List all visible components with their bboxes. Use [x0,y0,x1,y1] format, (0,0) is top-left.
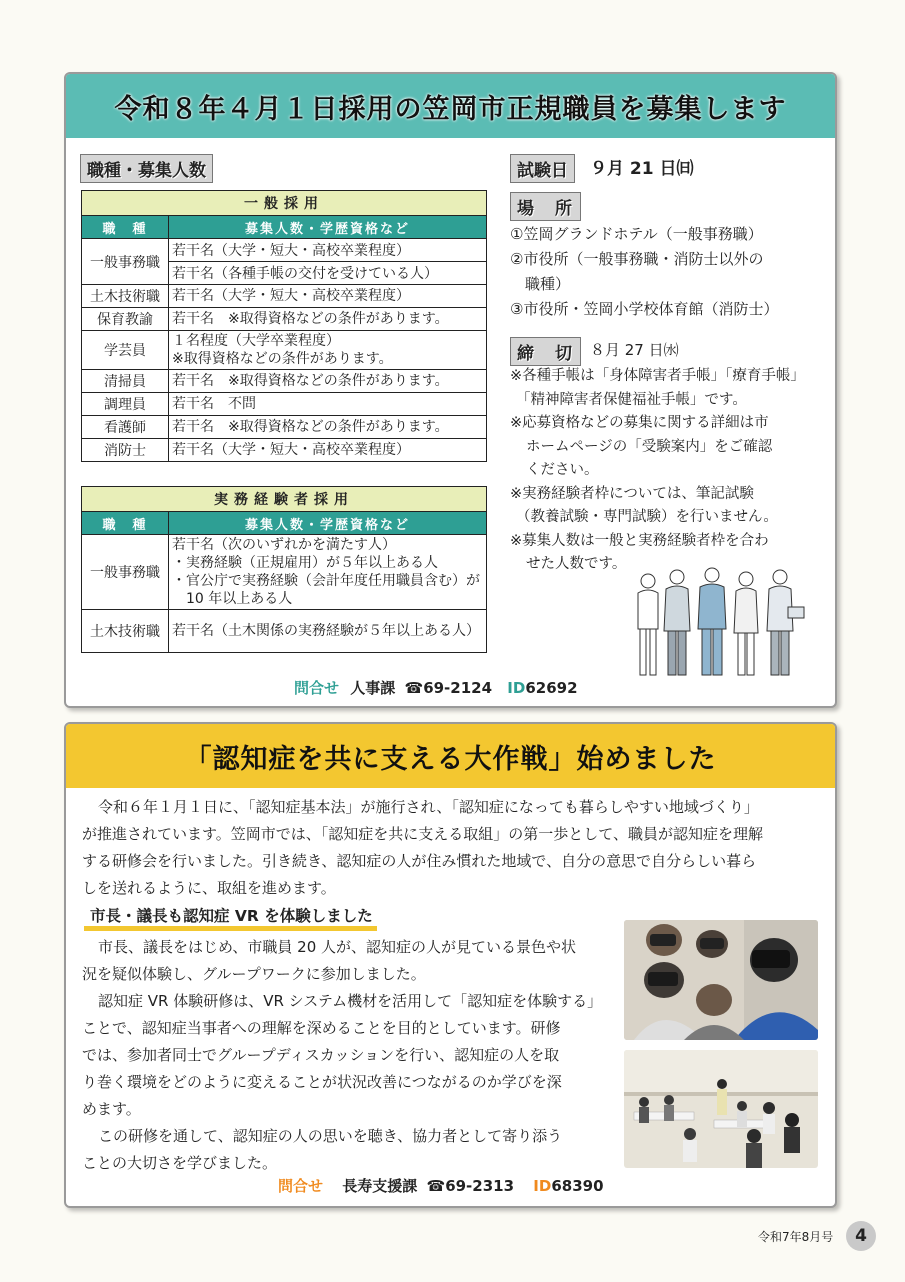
dementia-body [82,934,616,1177]
job-detail: 若干名（大学・短大・高校卒業程度） [172,288,410,304]
job-detail: ・官公庁で実務経験（会計年度任用職員含む）が [172,573,480,589]
place-item: ②市役所（一般事務職・消防士以外の [510,250,764,268]
person-figure [638,574,658,675]
contact-phone: 69-2313 [445,1177,515,1195]
table-row [82,370,487,393]
deadline-label: 締 切 [510,337,581,366]
job-name: 土木技術職 [82,610,169,653]
person-figure [698,568,726,675]
job-detail-cell [169,285,487,308]
body-line: ことの大切さを学びました。 [82,1154,278,1172]
body-line: 認知症 VR 体験研修は、VR システム機材を活用して「認知症を体験する」 [98,992,603,1010]
body-line: ことで、認知症当事者への理解を深めることを目的としています。研修 [82,1019,561,1037]
job-detail: 若干名 ※取得資格などの条件があります。 [172,311,449,327]
job-name: 一般事務職 [82,535,169,610]
body-line: この研修を通して、認知症の人の思いを聴き、協力者として寄り添う [98,1127,563,1145]
job-detail: １名程度（大学卒業程度） [172,333,340,349]
place-item: ③市役所・笠岡小学校体育館（消防士） [510,300,779,318]
dementia-panel [64,722,837,1208]
job-name: 土木技術職 [82,285,169,308]
job-detail: 若干名（各種手帳の交付を受けている人） [169,262,487,285]
table-title: 一般採用 [82,191,487,216]
body-line: り巻く環境をどのように変えることが状況改善につながるのか学びを深 [82,1073,562,1091]
issue-label: 令和7年8月号 [758,1230,834,1244]
place-list [510,222,778,322]
intro-line: しを送れるように、取組を進めます。 [82,879,336,897]
intro-line: 令和６年１月１日に、「認知症基本法」が施行され、「認知症になっても暮らしやすい地域づくり」 [98,798,759,816]
contact-phone: 69-2124 [423,679,493,697]
job-name: 消防士 [82,439,169,462]
vr-subheading: 市長・議長も認知症 VR を体験しました [84,906,377,931]
note-line: ※募集人数は一般と実務経験者枠を合わ [510,532,769,549]
job-detail-cell [169,393,487,416]
table-row [82,535,487,610]
recruit-contact [294,677,578,698]
notes [510,365,805,577]
contact-id: 68390 [551,1177,604,1195]
job-detail: 10 年以上ある人 [172,591,293,607]
job-detail: 若干名 不問 [172,396,256,412]
dementia-contact [278,1175,604,1196]
table-title: 実務経験者採用 [82,487,487,512]
table-row [82,239,487,262]
note-line: （教養試験・専門試験）を行いません。 [516,509,778,525]
job-name: 看護師 [82,416,169,439]
recruitment-title: 令和８年４月１日採用の笠岡市正規職員を募集します [66,74,835,138]
note-line: ※応募資格などの募集に関する詳細は市 [510,415,769,431]
phone-icon: ☎ [404,679,424,697]
table-row [82,393,487,416]
job-name: 学芸員 [82,331,169,370]
job-name: 一般事務職 [82,239,169,285]
job-detail: 若干名（次のいずれかを満たす人） [172,537,396,553]
body-line: めます。 [82,1100,141,1118]
recruitment-panel [64,72,837,708]
intro-line: する研修会を行いました。引き続き、認知症の人が住み慣れた地域で、自分の意思で自分らしい暮ら [82,852,757,870]
job-detail-cell [169,439,487,462]
dementia-title: 「認知症を共に支える大作戦」始めました [66,724,835,788]
job-detail-cell [169,370,487,393]
job-detail: 若干名（大学・短大・高校卒業程度） [172,442,410,458]
note-line: せた人数です。 [526,556,627,572]
body-line: では、参加者同士でグループディスカッションを行い、認知症の人を取 [82,1046,560,1064]
body-line: 況を疑似体験し、グループワークに参加しました。 [82,965,426,983]
job-detail-cell [169,535,487,610]
job-name: 調理員 [82,393,169,416]
place-item: 職種） [510,275,571,293]
person-figure [664,570,690,675]
person-figure [767,570,804,675]
experienced-recruitment-table [81,486,487,653]
section-label-jobs: 職種・募集人数 [80,154,213,183]
job-name: 清掃員 [82,370,169,393]
person-figure [734,572,758,675]
contact-dept: 人事課 [350,679,396,697]
job-detail: 若干名（土木関係の実務経験が５年以上ある人） [172,623,480,639]
column-header-detail: 募集人数・学歴資格など [169,512,487,535]
table-row [82,308,487,331]
staff-illustration [632,567,808,679]
deadline-date: ８月 27 日㈬ [590,341,679,359]
contact-label: 問合せ [278,1177,324,1195]
job-detail: 若干名（大学・短大・高校卒業程度） [169,239,487,262]
job-detail-cell [169,308,487,331]
table-row [82,610,487,653]
note-line: ください。 [526,462,599,478]
page-number: 4 [846,1221,876,1251]
job-detail: 若干名 ※取得資格などの条件があります。 [172,419,449,435]
table-row [82,285,487,308]
exam-date-label: 試験日 [510,154,575,183]
note-line: ※各種手帳は「身体障害者手帳」「療育手帳」 [510,368,805,384]
contact-id-label: ID [533,1177,552,1195]
intro-line: が推進されています。笠岡市では、「認知症を共に支える取組」の第一歩として、職員が認知症を理解 [82,825,764,843]
contact-id: 62692 [525,679,578,697]
body-line: 市長、議長をはじめ、市職員 20 人が、認知症の人が見ている景色や状 [98,938,577,956]
vr-experience-photo [624,920,818,1040]
job-detail: ※取得資格などの条件があります。 [172,351,393,367]
contact-label: 問合せ [294,679,340,697]
exam-date: ９月 21 日㈰ [590,159,694,179]
dementia-intro [82,794,824,902]
place-item: ①笠岡グランドホテル（一般事務職） [510,225,763,243]
note-line: ※実務経験者枠については、筆記試験 [510,485,754,502]
column-header-job: 職 種 [82,216,169,239]
table-row [82,416,487,439]
note-line: ホームページの「受験案内」をご確認 [526,438,773,455]
job-detail-cell [169,331,487,370]
group-discussion-photo [624,1050,818,1168]
table-row [82,331,487,370]
column-header-job: 職 種 [82,512,169,535]
contact-dept: 長寿支援課 [342,1177,418,1195]
general-recruitment-table [81,190,487,462]
table-row [82,439,487,462]
column-header-detail: 募集人数・学歴資格など [169,216,487,239]
place-label: 場 所 [510,192,581,221]
job-detail-cell [169,610,487,653]
note-line: 「精神障害者保健福祉手帳」です。 [516,391,747,408]
job-detail: ・実務経験（正規雇用）が５年以上ある人 [172,555,438,571]
contact-id-label: ID [507,679,526,697]
job-detail: 若干名 ※取得資格などの条件があります。 [172,373,449,389]
phone-icon: ☎ [426,1177,446,1195]
job-name: 保育教諭 [82,308,169,331]
job-detail-cell [169,416,487,439]
